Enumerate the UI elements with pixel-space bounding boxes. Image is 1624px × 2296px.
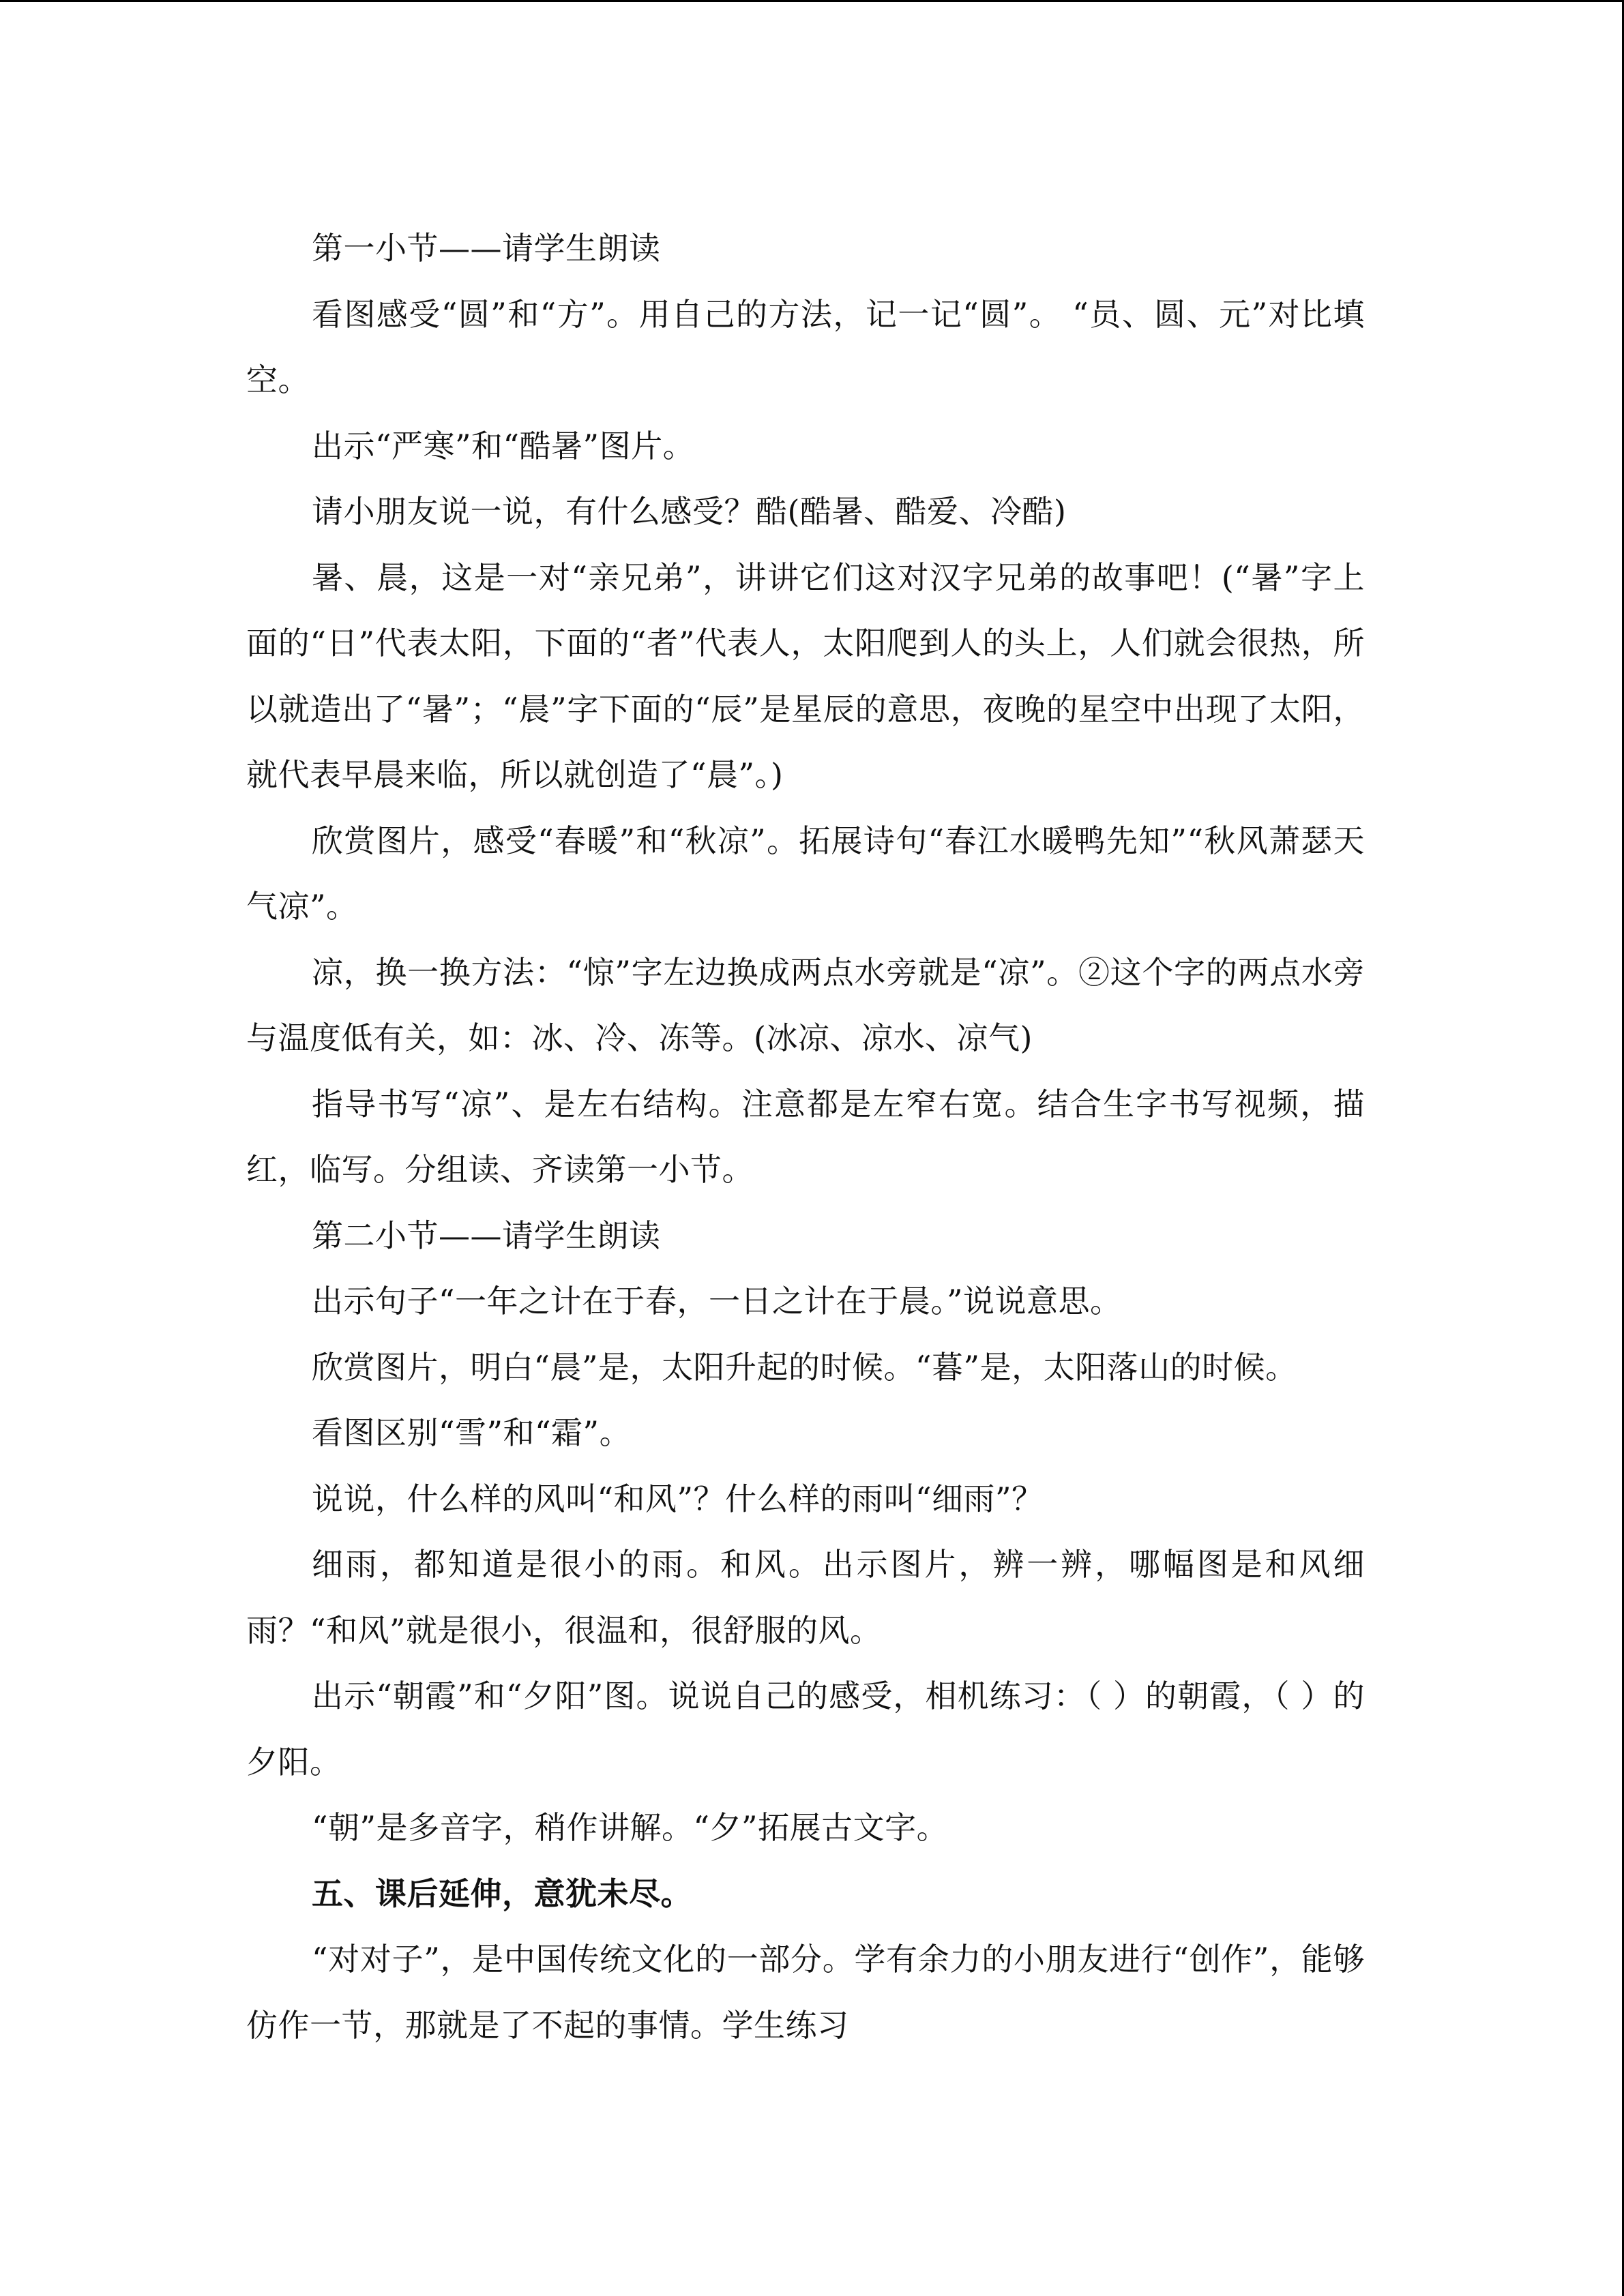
paragraph-yinian-zhiji: 出示句子“一年之计在于春，一日之计在于晨。”说说意思。 bbox=[312, 1283, 1122, 1320]
paragraph-yuan-fang: 看图感受“圆”和“方”。用自己的方法，记一记“圆”。 “员、圆、元”对比填空。 bbox=[246, 295, 1365, 398]
paragraph-zhaoxia-xiyang: 出示“朝霞”和“夕阳”图。说说自己的感受，相机练习：（ ）的朝霞，（ ）的夕阳。 bbox=[246, 1678, 1365, 1780]
paragraph-ku: 请小朋友说一说，有什么感受？酷(酷暑、酷爱、冷酷) bbox=[312, 493, 1067, 530]
section-heading-extension: 五、课后延伸，意犹未尽。 bbox=[312, 1875, 692, 1912]
paragraph-duiduizi: “对对子”，是中国传统文化的一部分。学有余力的小朋友进行“创作”，能够仿作一节，那就是了不起的事情。学生练习 bbox=[246, 1941, 1365, 2044]
paragraph-section1-heading: 第一小节——请学生朗读 bbox=[312, 230, 661, 267]
document-body bbox=[246, 215, 1365, 2058]
paragraph-liang: 凉，换一换方法：“惊”字左边换成两点水旁就是“凉”。②这个字的两点水旁与温度低有关，如：冰、冷、冻等。(冰凉、凉水、凉气) bbox=[246, 953, 1365, 1056]
paragraph-writing-guide: 指导书写“凉”、是左右结构。注意都是左窄右宽。结合生字书写视频，描红，临写。分组读、齐读第一小节。 bbox=[246, 1085, 1365, 1188]
paragraph-hefeng-xiyu: 细雨，都知道是很小的雨。和风。出示图片，辨一辨，哪幅图是和风细雨？“和风”就是很小，很温和，很舒服的风。 bbox=[246, 1546, 1365, 1649]
paragraph-chunnuan-qiuliang: 欣赏图片，感受“春暖”和“秋凉”。拓展诗句“春江水暖鸭先知”“秋风萧瑟天气凉”。 bbox=[246, 822, 1365, 925]
paragraph-chen-mu: 欣赏图片，明白“晨”是，太阳升起的时候。“暮”是，太阳落山的时候。 bbox=[312, 1348, 1297, 1386]
paragraph-hefeng-xiyu-question: 说说，什么样的风叫“和风”？什么样的雨叫“细雨”？ bbox=[312, 1480, 1044, 1517]
paragraph-shu-chen: 暑、晨，这是一对“亲兄弟”，讲讲它们这对汉字兄弟的故事吧！(“暑”字上面的“日”代表太阳，下面的“者”代表人，太阳爬到人的头上，人们就会很热，所以就造出了“暑”；“晨”字下面的“辰”是星辰的意思，夜晚的星空中出现了太阳，就代表早晨来临，所以就创造了“晨”。) bbox=[246, 558, 1365, 793]
paragraph-yanhan-kushu: 出示“严寒”和“酷暑”图片。 bbox=[312, 427, 695, 464]
paragraph-zhao-xi: “朝”是多音字，稍作讲解。“夕”拓展古文字。 bbox=[312, 1809, 949, 1846]
paragraph-section2-heading: 第二小节——请学生朗读 bbox=[312, 1217, 661, 1254]
paragraph-xue-shuang: 看图区别“雪”和“霜”。 bbox=[312, 1414, 632, 1451]
